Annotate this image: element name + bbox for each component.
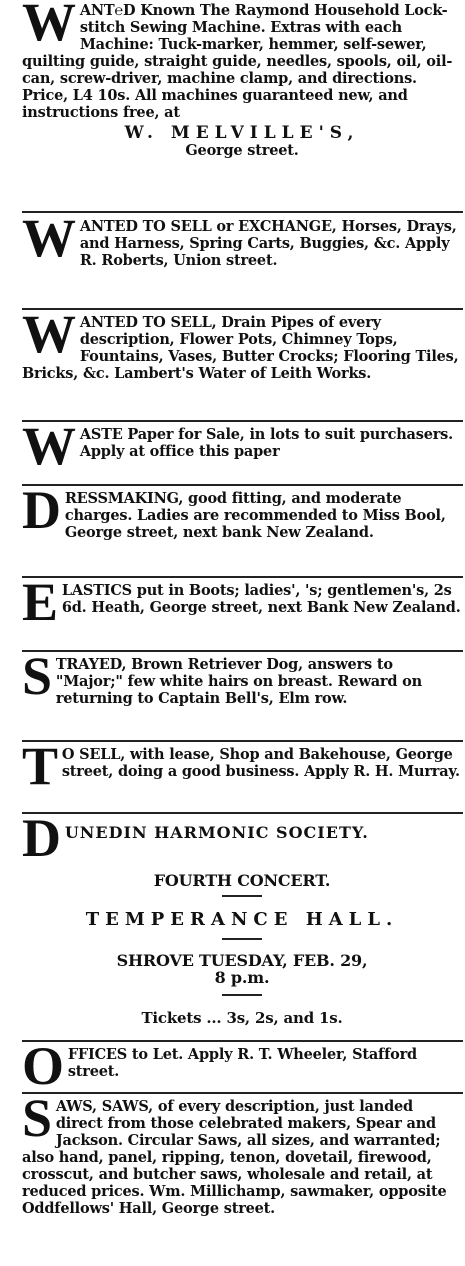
divider bbox=[22, 1092, 463, 1094]
ad-concert bbox=[22, 808, 462, 1027]
ad-saws bbox=[22, 1088, 462, 1217]
divider bbox=[22, 308, 463, 310]
drop-cap: W bbox=[22, 304, 76, 364]
ad-dressmaking bbox=[22, 480, 462, 541]
ad-body: ANTED TO SELL, Drain Pipes of every description, Flower Pots, Chimney Tops, Fountains, Vases, Butter Crocks; Flooring Tiles, Bricks, &c. Lambert's Water of Leith Works. bbox=[22, 314, 459, 382]
ad-body: ANTED TO SELL or EXCHANGE, Horses, Drays, and Harness, Spring Carts, Buggies, &c. Apply R. Roberts, Union street. bbox=[79, 218, 457, 269]
concert-time: 8 p.m. bbox=[214, 968, 270, 987]
short-rule bbox=[222, 994, 262, 996]
ad-drain-pipes bbox=[22, 304, 462, 382]
ad-horses-drays bbox=[22, 208, 462, 269]
divider bbox=[22, 1040, 463, 1042]
short-rule bbox=[222, 938, 262, 940]
drop-cap: S bbox=[22, 1088, 52, 1148]
society-name: UNEDIN HARMONIC SOCIETY. bbox=[64, 823, 369, 842]
ad-elastics bbox=[22, 572, 462, 632]
drop-cap: T bbox=[22, 736, 58, 796]
concert-title: FOURTH CONCERT. bbox=[153, 871, 331, 890]
concert-venue: TEMPERANCE HALL. bbox=[85, 909, 399, 930]
drop-cap: W bbox=[22, 208, 76, 268]
ad-body: TRAYED, Brown Retriever Dog, answers to "Major;" few white hairs on breast. Reward on returning to Captain Bell's, Elm row. bbox=[55, 656, 422, 707]
drop-cap: O bbox=[22, 1036, 64, 1096]
drop-cap: D bbox=[22, 808, 61, 868]
ad-waste-paper bbox=[22, 416, 462, 476]
divider bbox=[22, 650, 463, 652]
ad-body: FFICES to Let. Apply R. T. Wheeler, Stafford street. bbox=[67, 1046, 417, 1080]
drop-cap: E bbox=[22, 572, 58, 632]
drop-cap: S bbox=[22, 646, 52, 706]
drop-cap: W bbox=[22, 416, 76, 476]
divider bbox=[22, 740, 463, 742]
divider bbox=[22, 484, 463, 486]
ad-body: O SELL, with lease, Shop and Bakehouse, George street, doing a good business. Apply R. H. Murray. bbox=[61, 746, 460, 780]
short-rule bbox=[222, 895, 262, 897]
ad-body: RESSMAKING, good fitting, and moderate charges. Ladies are recommended to Miss Bool, George street, next bank New Zealand. bbox=[64, 490, 446, 541]
ad-body: AWS, SAWS, of every description, just landed direct from those celebrated makers, Spear and Jackson. Circular Saws, all sizes, and warranted; also hand, panel, ripping, tenon, dovetail, firewood, crosscut, and butcher saws, wholesale and retail, at reduced prices. Wm. Millichamp, sawmaker, opposite Oddfellows' Hall, George street. bbox=[22, 1098, 447, 1217]
ad-shop-bakehouse bbox=[22, 736, 462, 796]
divider bbox=[22, 211, 463, 213]
advertiser-name: W. MELVILLE'S, bbox=[124, 123, 360, 143]
divider bbox=[22, 420, 463, 422]
ad-strayed-dog bbox=[22, 646, 462, 707]
advertiser-address: George street. bbox=[185, 142, 299, 159]
ad-body: ASTE Paper for Sale, in lots to suit purchasers. Apply at office this paper bbox=[79, 426, 453, 460]
concert-date: SHROVE TUESDAY, FEB. 29, bbox=[116, 951, 368, 970]
divider bbox=[22, 576, 463, 578]
ad-body: ANT℮D Known The Raymond Household Lock-stitch Sewing Machine. Extras with each Machine: Tuck-marker, hemmer, self-sewer, quilting guide, straight guide, needles, spools, oil, oil-can, screw-driver, machine clamp, and directions. Price, L4 10s. All machines guaranteed new, and instructions free, at bbox=[22, 2, 453, 121]
divider bbox=[22, 812, 463, 814]
concert-tickets: Tickets ... 3s, 2s, and 1s. bbox=[141, 1009, 343, 1027]
drop-cap: D bbox=[22, 480, 61, 540]
ad-offices bbox=[22, 1036, 462, 1096]
ad-sewing-machine bbox=[22, 2, 462, 159]
ad-body: LASTICS put in Boots; ladies', 's; gentlemen's, 2s 6d. Heath, George street, next Bank New Zealand. bbox=[61, 582, 461, 616]
drop-cap: W bbox=[22, 0, 76, 52]
